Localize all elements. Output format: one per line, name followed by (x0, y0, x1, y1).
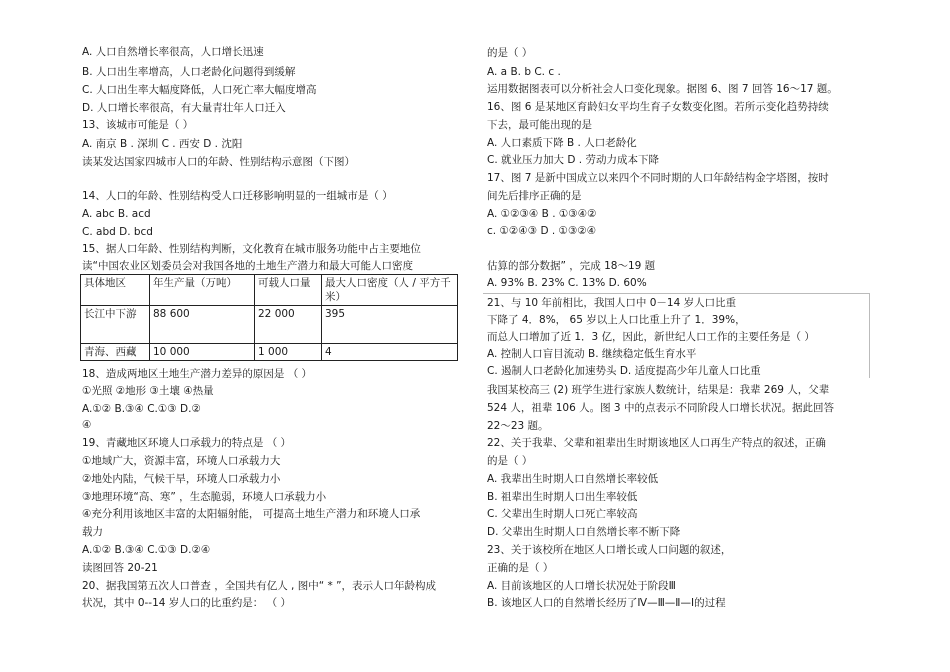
question-21-options-ab: A. 控制人口盲目流动 B. 继续稳定低生育水平 (487, 348, 697, 360)
question-21: 21、与 10 年前相比，我国人口中 0－14 岁人口比重 (487, 297, 737, 309)
question-17-options-cd: c. ①②④③ D . ①③②④ (487, 225, 597, 237)
question-18-options: A.①② B.③④ C.①③ D.② (82, 403, 201, 415)
table-cell: 22 000 (255, 306, 322, 344)
question-16-wrap: 下去，最可能出现的是 (487, 119, 592, 131)
question-13-options: A. 南京 B . 深圳 C . 西安 D . 沈阳 (82, 138, 243, 150)
table-header-row (81, 275, 458, 306)
question-16-options-ab: A. 人口素质下降 B . 人口老龄化 (487, 137, 637, 149)
figure-instruction: 读某发达国家四城市人口的年龄、性别结构示意图（下图） (82, 156, 355, 168)
question-22-wrap: 的是（ ） (487, 455, 533, 467)
question-14-options-cd: C. abd D. bcd (82, 226, 153, 238)
option-a: A. 人口自然增长率很高，人口增长迅速 (82, 46, 264, 58)
question-14-options-ab: A. abc B. acd (82, 208, 151, 220)
question-22-option-b: B. 祖辈出生时期人口出生率较低 (487, 491, 638, 503)
question-19-item-4: ④充分利用该地区丰富的太阳辐射能， 可提高土地生产潜力和环境人口承 (82, 508, 421, 520)
question-18-factors: ①光照 ②地形 ③土壤 ④热量 (82, 385, 214, 397)
table-header-cell: 最大人口密度（人 / 平方千米） (322, 275, 458, 306)
continued-stem: 的是（ ） (487, 47, 533, 59)
question-19: 19、青藏地区环境人口承载力的特点是 （ ） (82, 437, 292, 449)
question-22-option-c: C. 父辈出生时期人口死亡率较高 (487, 508, 638, 520)
table-cell: 青海、西藏 (81, 344, 150, 361)
question-17: 17、图 7 是新中国成立以来四个不同时期的人口年龄结构金字塔图，按时 (487, 172, 829, 184)
question-14: 14、人口的年龄、性别结构受人口迁移影响明显的一组城市是（ ） (82, 190, 393, 202)
question-16-options-cd: C. 就业压力加大 D . 劳动力成本下降 (487, 154, 659, 166)
question-23-option-b: B. 该地区人口的自然增长经历了Ⅳ—Ⅲ—Ⅱ—Ⅰ的过程 (487, 597, 726, 609)
question-21-wrap-2: 而总人口增加了近 1．3 亿，因此，新世纪人口工作的主要任务是（ ） (487, 331, 815, 343)
table-row (81, 306, 458, 344)
table-header-cell: 年生产量（万吨） (150, 275, 255, 306)
table-header-cell: 具体地区 (81, 275, 150, 306)
question-17-options-ab: A. ①②③④ B . ①③④② (487, 208, 597, 220)
question-19-item-1: ①地域广大，资源丰富，环境人口承载力大 (82, 455, 281, 467)
question-22-option-a: A. 我辈出生时期人口自然增长率较低 (487, 473, 659, 485)
figure-instruction-20-21: 读图回答 20-21 (82, 562, 158, 574)
table-intro: 读“中国农业区划委员会对我国各地的土地生产潜力和最大可能人口密度 (82, 260, 413, 272)
question-23-option-a: A. 目前该地区的人口增长状况处于阶段Ⅲ (487, 580, 676, 592)
question-22-option-d: D. 父辈出生时期人口自然增长率不断下降 (487, 526, 681, 538)
question-19-item-3: ③地理环境“高、寒” ，生态脆弱，环境人口承载力小 (82, 491, 327, 503)
question-13: 13、该城市可能是（ ） (82, 119, 194, 131)
table-header-cell: 可载人口量 (255, 275, 322, 306)
question-20: 20、据我国第五次人口普查 ，全国共有亿人 , 图中“ * ”，表示人口年龄构成 (82, 580, 437, 592)
question-21-wrap-1: 下降了 4．8%， 65 岁以上人口比重上升了 1．39%， (487, 314, 746, 326)
figure-instruction-16-17: 运用数据图表可以分析社会人口变化现象。据图 6、图 7 回答 16～17 题。 (487, 83, 838, 95)
land-potential-table (80, 274, 458, 361)
option-c: C. 人口出生率大幅度降低，人口死亡率大幅度增高 (82, 84, 317, 96)
question-20-wrap: 状况，其中 0--14 岁人口的比重约是： （ ） (82, 597, 291, 609)
question-23-wrap: 正确的是（ ） (487, 562, 554, 574)
census-intro-wrap-1: 524 人，祖辈 106 人。图 3 中的点表示不同阶段人口增长状况。据此回答 (487, 402, 834, 414)
question-22: 22、关于我辈、父辈和祖辈出生时期该地区人口再生产特点的叙述，正确 (487, 437, 826, 449)
table-cell: 395 (322, 306, 458, 344)
question-21-options-cd: C. 遏制人口老龄化加速势头 D. 适度提高少年儿童人口比重 (487, 365, 761, 377)
option-d: D. 人口增长率很高，有大量青壮年人口迁入 (82, 102, 286, 114)
table-cell: 1 000 (255, 344, 322, 361)
question-19-options: A.①② B.③④ C.①③ D.②④ (82, 544, 211, 556)
question-23: 23、关于该校所在地区人口增长或人口问题的叙述， (487, 544, 732, 556)
question-16: 16、图 6 是某地区育龄妇女平均生育子女数变化图。若所示变化趋势持续 (487, 101, 829, 113)
census-intro: 我国某校高三 (2) 班学生进行家族人数统计，结果是：我辈 269 人，父辈 (487, 384, 830, 396)
continued-options: A. a B. b C. c . (487, 66, 561, 78)
question-18-options-wrap: ④ (82, 419, 92, 431)
census-intro-wrap-2: 22～23 题。 (487, 420, 549, 432)
table-cell: 4 (322, 344, 458, 361)
question-18: 18、造成两地区土地生产潜力差异的原因是 （ ） (82, 368, 313, 380)
question-17-wrap: 间先后排序正确的是 (487, 190, 582, 202)
table-intro-continued: 估算的部分数据” ，完成 18～19 题 (487, 260, 656, 272)
question-15: 15、据人口年龄、性别结构判断，文化教育在城市服务功能中占主要地位 (82, 243, 421, 255)
option-b: B. 人口出生率增高，人口老龄化问题得到缓解 (82, 66, 296, 78)
question-20-options: A. 93% B. 23% C. 13% D. 60% (487, 277, 647, 289)
table-row (81, 344, 458, 361)
table-cell: 长江中下游 (81, 306, 150, 344)
table-cell: 88 600 (150, 306, 255, 344)
question-19-item-2: ②地处内陆，气候干旱，环境人口承载力小 (82, 473, 281, 485)
question-19-item-4-wrap: 载力 (82, 526, 103, 538)
table-cell: 10 000 (150, 344, 255, 361)
